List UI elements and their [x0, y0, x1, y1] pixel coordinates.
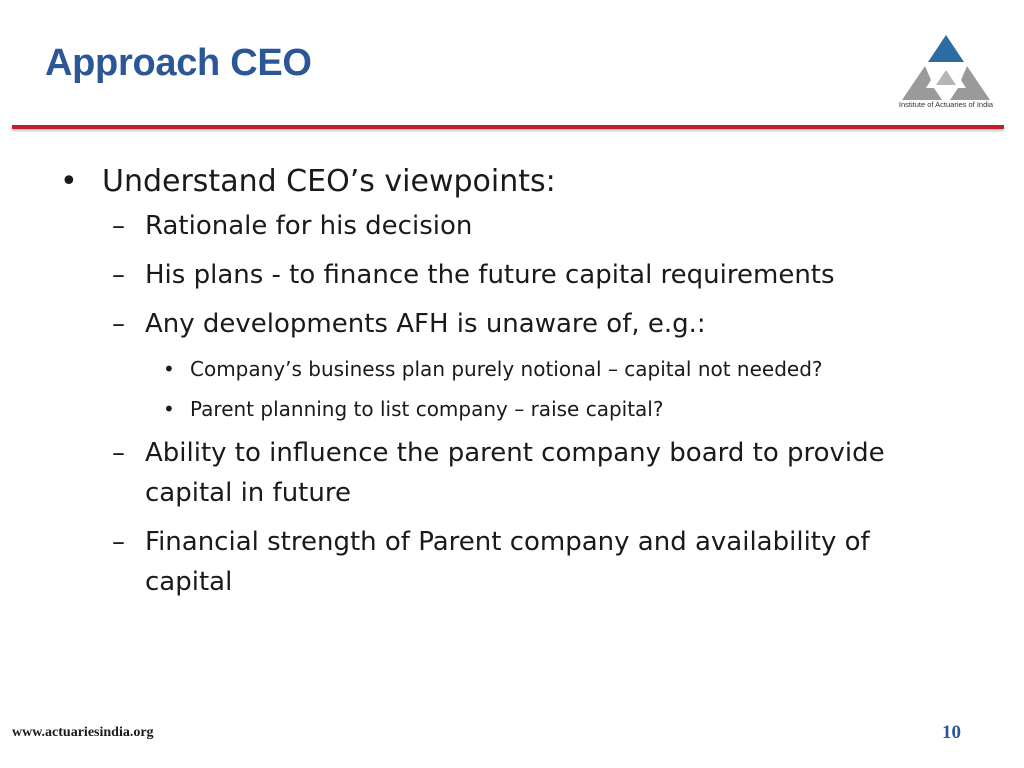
dash-mark: – [112, 211, 125, 241]
sub-bullet-rationale [60, 206, 960, 246]
footer-website: www.actuariesindia.org [12, 725, 154, 740]
bullet-mark: • [163, 397, 175, 421]
title-divider [12, 125, 1004, 129]
dash-mark: – [112, 260, 125, 290]
bullet-mark: • [60, 164, 78, 199]
sub-bullet-developments [60, 304, 960, 344]
sub-sub-bullet-business-plan [60, 353, 960, 385]
bullet-mark: • [163, 357, 175, 381]
bullet-text: Understand CEO’s viewpoints: [102, 164, 556, 199]
sub-bullet-text: Financial strength of Parent company and availability of capital [145, 527, 870, 597]
logo-top-triangle [928, 35, 964, 62]
logo-caption: Institute of Actuaries of India [898, 100, 994, 109]
logo-left-base [902, 66, 942, 100]
sub-sub-bullet-text: Parent planning to list company – raise capital? [190, 397, 664, 421]
sub-bullet-influence [60, 433, 960, 513]
logo-center-piece [936, 70, 956, 85]
sub-bullet-plans [60, 255, 960, 295]
sub-bullet-text: Any developments AFH is unaware of, e.g.: [145, 309, 706, 339]
sub-sub-bullet-text: Company’s business plan purely notional – capital not needed? [190, 357, 823, 381]
bullet-understand-ceo [60, 162, 960, 202]
sub-bullet-text: His plans - to finance the future capital requirements [145, 260, 835, 290]
dash-mark: – [112, 309, 125, 339]
logo-right-base [950, 66, 990, 100]
sub-sub-bullet-list-company [60, 393, 960, 425]
sub-bullet-financial-strength [60, 522, 960, 602]
slide-title: Approach CEO [45, 42, 312, 84]
sub-bullet-text: Rationale for his decision [145, 211, 473, 241]
sub-bullet-text: Ability to influence the parent company board to provide capital in future [145, 438, 885, 508]
dash-mark: – [112, 438, 125, 468]
slide-body [60, 162, 960, 611]
dash-mark: – [112, 527, 125, 557]
page-number: 10 [942, 722, 961, 743]
